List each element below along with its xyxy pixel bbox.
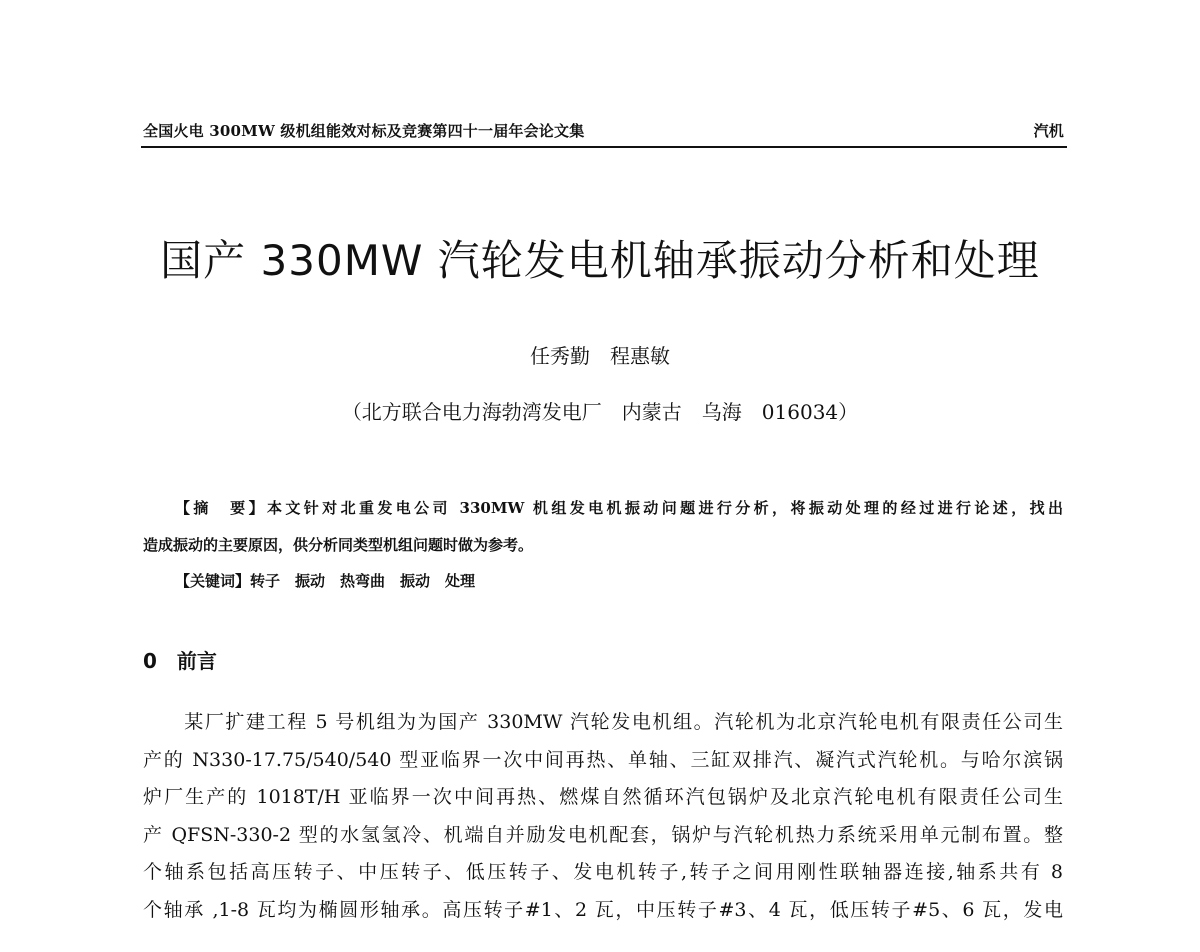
header-rule [141,146,1067,148]
abstract-line: 造成振动的主要原因，供分析同类型机组问题时做为参考。 [143,536,534,554]
section-heading: 0 前言 [143,649,217,673]
body-line: 个轴系包括高压转子、中压转子、低压转子、发电机转子,转子之间用刚性联轴器连接,轴系共有 8 [143,861,1063,883]
running-header-title: 全国火电 300MW 级机组能效对标及竞赛第四十一届年会论文集 [143,122,585,140]
body-line: 某厂扩建工程 5 号机组为为国产 330MW 汽轮发电机组。汽轮机为北京汽轮电机有限责任公司生 [143,711,1063,733]
body-line: 产的 N330-17.75/540/540 型亚临界一次中间再热、单轴、三缸双排汽、凝汽式汽轮机。与哈尔滨锅 [143,749,1063,771]
body-line: 产 QFSN-330-2 型的水氢氢冷、机端自并励发电机配套，锅炉与汽轮机热力系统采用单元制布置。整 [143,824,1063,846]
body-line: 个轴承 ,1-8 瓦均为椭圆形轴承。高压转子#1、2 瓦，中压转子#3、4 瓦，低压转子#5、6 瓦，发电 [143,899,1063,921]
running-header-section: 汽机 [1033,122,1064,140]
body-line: 炉厂生产的 1018T/H 亚临界一次中间再热、燃煤自然循环汽包锅炉及北京汽轮电机有限责任公司生 [143,786,1063,808]
keywords-label: 【关键词】 [175,572,251,590]
paper-title: 国产 330MW 汽轮发电机轴承振动分析和处理 [160,236,1040,285]
abstract-line: 【摘 要】本文针对北重发电公司 330MW 机组发电机振动问题进行分析，将振动处理的经过进行论述，找出 [175,499,1063,517]
abstract-label: 【摘 要】 [175,499,267,517]
authors: 任秀勤 程惠敏 [530,344,670,368]
affiliation: （北方联合电力海勃湾发电厂 内蒙古 乌海 016034） [341,400,859,424]
keywords: 【关键词】转子 振动 热弯曲 振动 处理 [175,572,476,590]
